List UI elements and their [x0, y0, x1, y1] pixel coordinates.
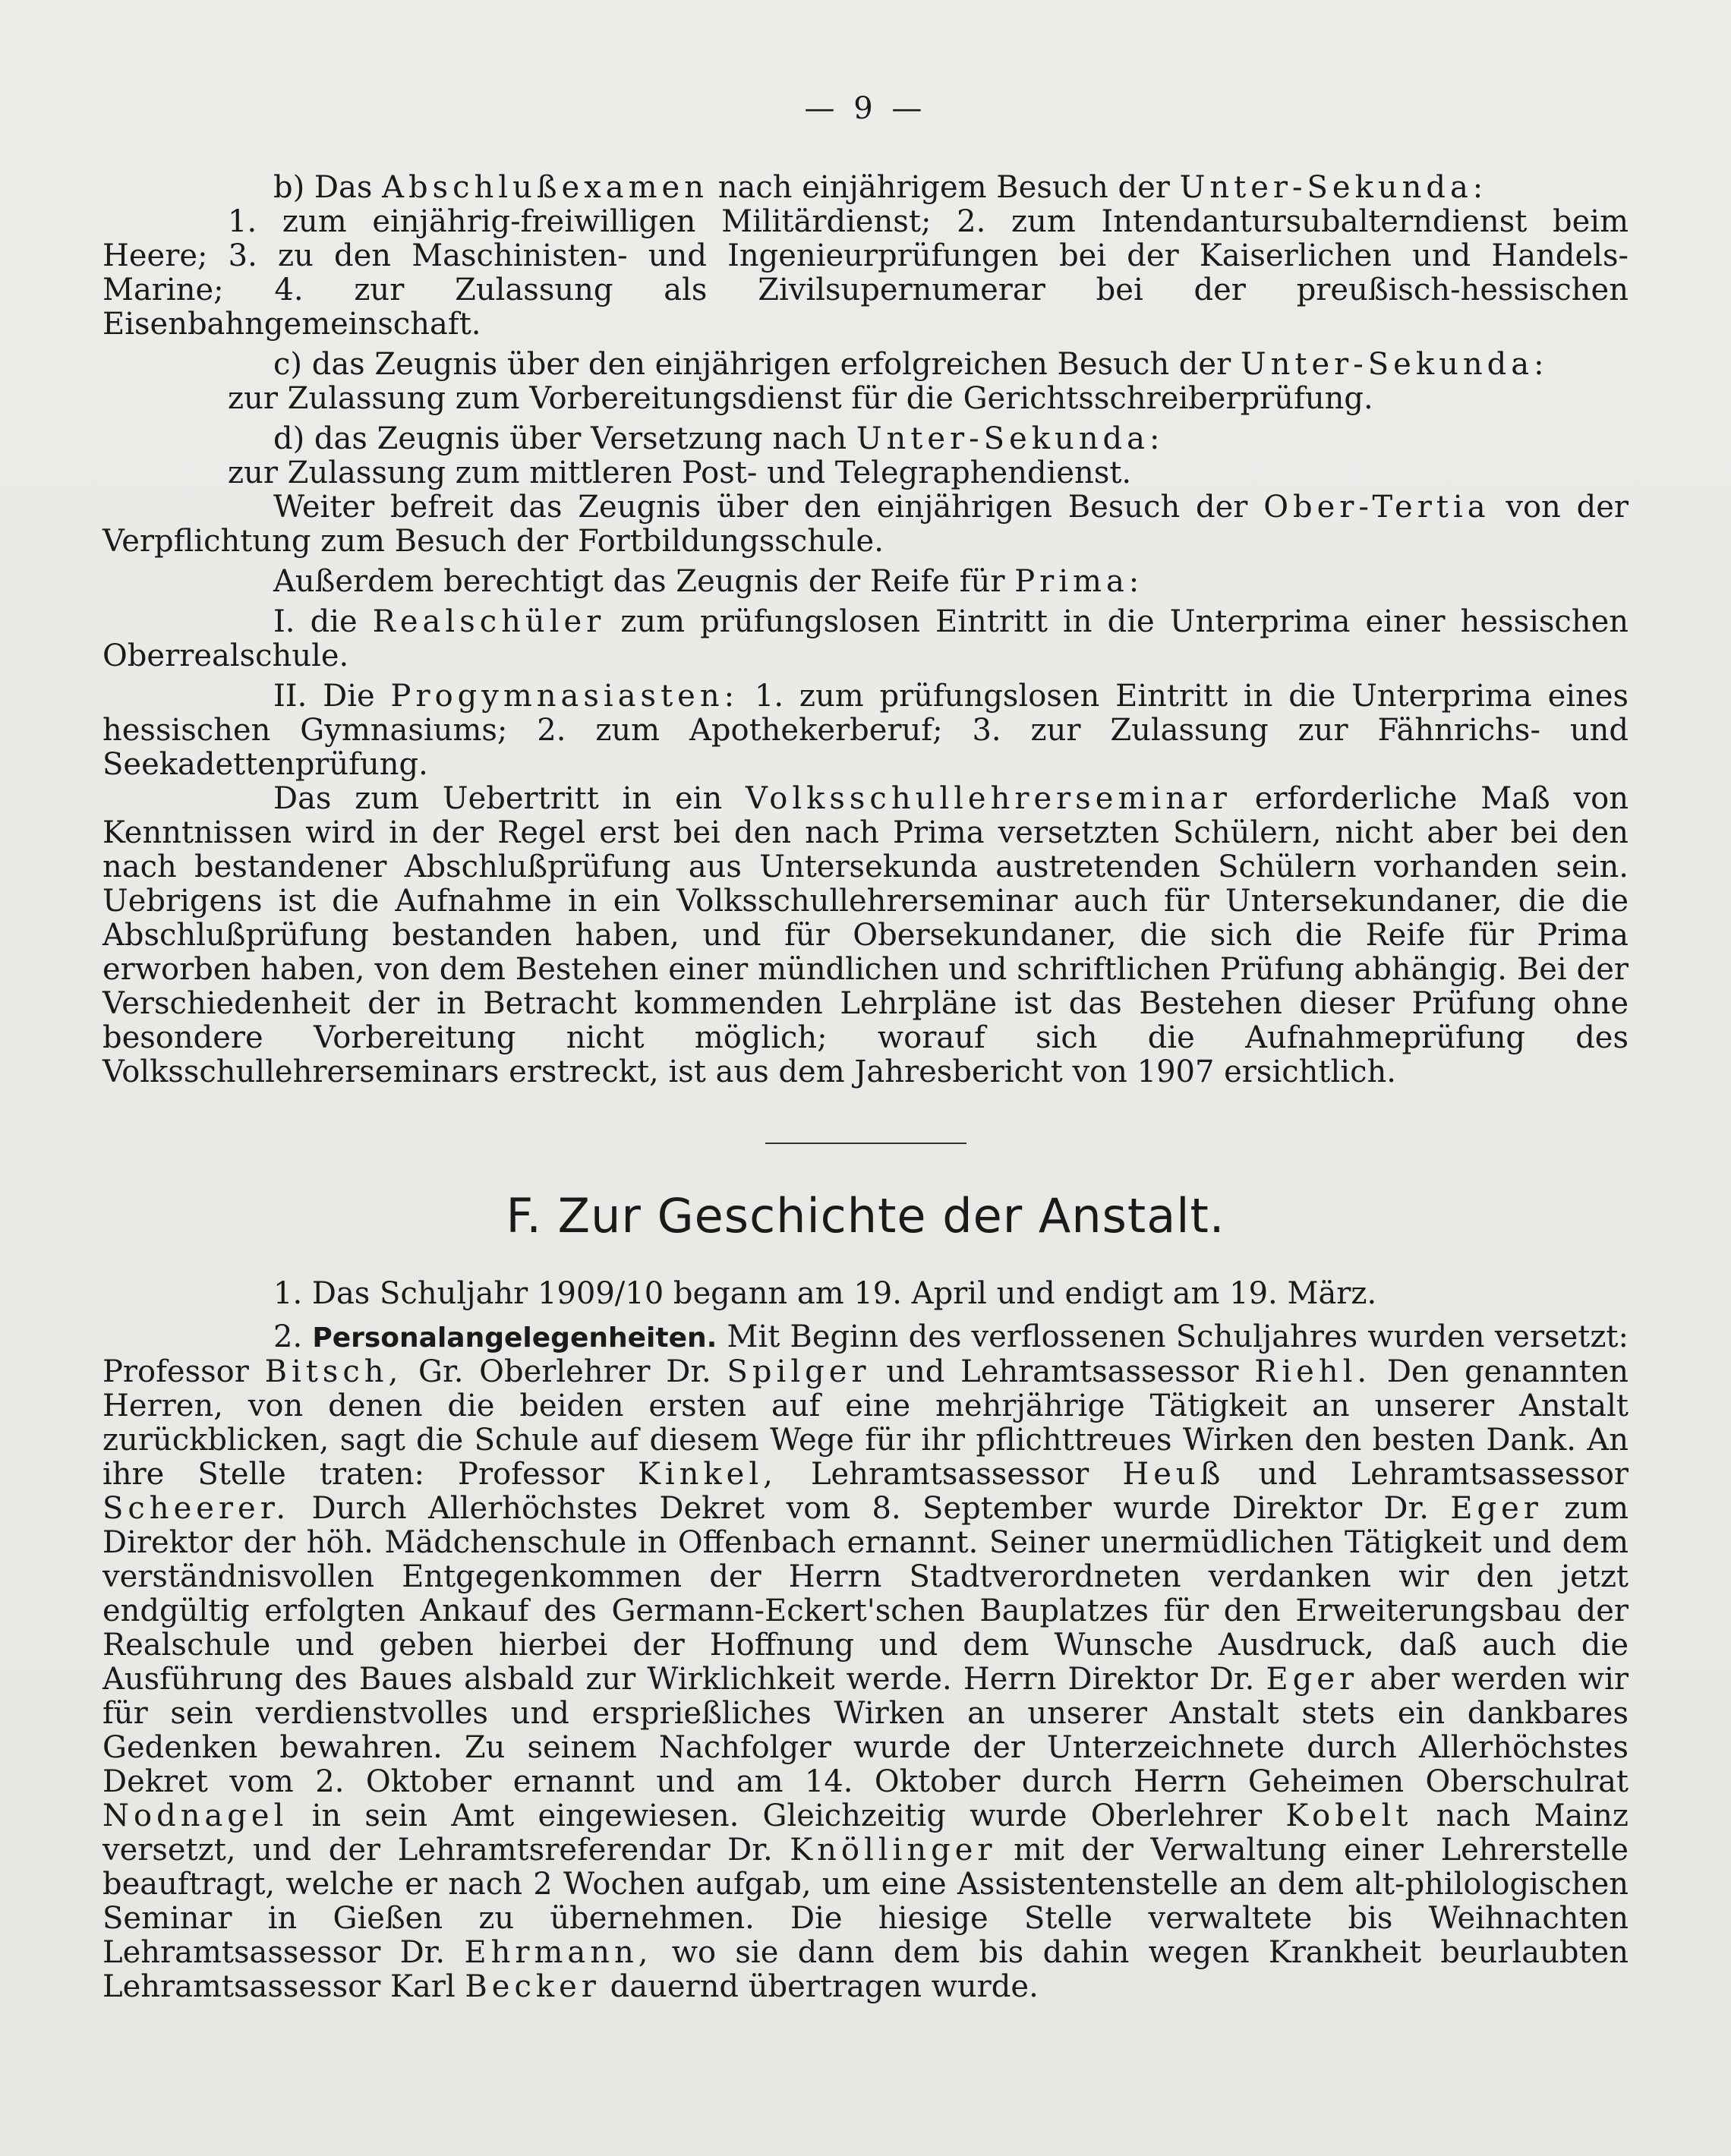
person-name: Kobelt [1285, 1798, 1413, 1833]
text: nach einjährigem Besuch der [717, 170, 1170, 205]
text: mit der Verwaltung einer Lehrerstelle beauftragt, welche er nach 2 Wochen aufgab, um eine Assistentenstelle an dem alt-philologischen Seminar in Gießen zu übernehmen. Die hiesige Stelle verwaltete bis Weihnachten Lehramtsassessor Dr. [102, 1833, 1629, 1970]
text: aber werden wir für sein verdienstvolles und ersprießliches Wirken an unserer Anstalt stets ein dankbares Gedenken bewahren. Zu seinem Nachfolger wurde der Unterzeichnete durch Allerhöchstes Dekret vom 2. Oktober ernannt und am 14. Oktober durch Herrn Geheimen Oberschulrat [102, 1662, 1629, 1799]
text: wo sie dann dem bis dahin wegen Krankheit beurlaubten Lehramtsassessor Karl [102, 1935, 1629, 2004]
text: I. die [273, 604, 358, 639]
text: c) das Zeugnis über den einjährigen erfolgreichen Besuch der [273, 347, 1231, 382]
text: 2. [273, 1319, 303, 1354]
text: in sein Amt eingewiesen. Gleichzeitig wurde Oberlehrer [311, 1798, 1263, 1833]
text: und Lehramtsassessor [886, 1354, 1239, 1389]
page-number: — 9 — [804, 91, 927, 126]
text: 1. zum prüfungslosen Eintritt in die Unterprima eines hessischen Gymnasiums; 2. zum Apothekerberuf; 3. zur Zulassung zur Fähnrichs- und Seekadettenprüfung. [102, 679, 1629, 782]
person-name: Heuß [1122, 1457, 1225, 1492]
text: d) das Zeugnis über Versetzung nach [273, 421, 847, 456]
text: Den genannten Herren, von denen die beiden ersten auf eine mehrjährige Tätigkeit an unserer Anstalt zurückblicken, sagt die Schule auf diesem Wege für ihr pflichttreues Wirken den besten Dank. An ihre Stelle traten: Professor [102, 1354, 1629, 1492]
spaced-term: Ober-Tertia [1263, 490, 1490, 525]
text: Außerdem berechtigt das Zeugnis der Reife für [273, 564, 1005, 599]
person-name: Spilger [727, 1354, 871, 1389]
person-name: Eger [1266, 1662, 1359, 1697]
text: Durch Allerhöchstes Dekret vom 8. September wurde Direktor Dr. [311, 1491, 1429, 1526]
text: zum prüfungslosen Eintritt in die Unterprima einer hessischen Oberrealschule. [102, 604, 1629, 673]
paragraph-c-heading [102, 348, 1629, 382]
spaced-term: Volksschullehrerseminar [746, 781, 1231, 816]
person-name: Eger [1450, 1491, 1543, 1526]
text: von der Verpflichtung zum Besuch der Fortbildungsschule. [102, 490, 1629, 559]
text: nach Mainz versetzt, und der Lehramtsreferendar Dr. [102, 1798, 1629, 1868]
spaced-term: Unter-Sekunda: [1240, 347, 1549, 382]
paragraph-c-text: zur Zulassung zum Vorbereitungsdienst für die Gerichtsschreiberprüfung. [228, 381, 1373, 416]
subsection-title: Personalangelegenheiten. [312, 1322, 717, 1354]
person-name: Bitsch, [264, 1354, 403, 1389]
text: b) Das [273, 170, 373, 205]
text: erforderliche Maß von Kenntnissen wird in der Regel erst bei den nach Prima versetzten Schülern, nicht aber bei den nach bestandener Abschlußprüfung aus Untersekunda austretenden Schülern vorhanden sein. Uebrigens ist die Aufnahme in ein Volksschullehrerseminar auch für Untersekundaner, die die Abschlußprüfung bestanden haben, und für Obersekundaner, die sich die Reife für Prima erworben haben, von dem Bestehen einer mündlichen und schriftlichen Prüfung abhängig. Bei der Verschiedenheit der in Betracht kommenden Lehrpläne ist das Bestehen dieser Prüfung ohne besondere Vorbereitung nicht möglich; worauf sich die Aufnahmeprüfung des Volksschullehrerseminars erstreckt, ist aus dem Jahresbericht von 1907 ersichtlich. [102, 781, 1629, 1089]
paragraph-ausserdem [102, 565, 1629, 599]
person-name: Riehl. [1254, 1354, 1372, 1389]
spaced-term: Unter-Sekunda: [856, 421, 1165, 456]
paragraph-d-text: zur Zulassung zum mittleren Post- und Telegraphendienst. [228, 455, 1132, 490]
paragraph-ii [102, 679, 1629, 782]
paragraph-f1: 1. Das Schuljahr 1909/10 begann am 19. April und endigt am 19. März. [273, 1276, 1377, 1311]
text: Lehramtsassessor [810, 1457, 1089, 1492]
person-name: Kinkel, [637, 1457, 777, 1492]
text: und Lehramtsassessor [1258, 1457, 1629, 1492]
person-name: Becker [465, 1969, 601, 2004]
section-heading: F. Zur Geschichte der Anstalt. [506, 1188, 1225, 1243]
spaced-term: Realschüler [372, 604, 606, 639]
text: II. Die [273, 679, 375, 714]
spaced-term: Unter-Sekunda: [1179, 170, 1488, 205]
paragraph-i [102, 605, 1629, 673]
text: Gr. Oberlehrer Dr. [418, 1354, 711, 1389]
text: Das zum Uebertritt in ein [273, 781, 723, 816]
text: zum Direktor der höh. Mädchenschule in Offenbach ernannt. Seiner unermüdlichen Tätigkeit und dem verständnisvollen Entgegenkommen der Herrn Stadtverordneten verdanken wir den jetzt endgültig erfolgten Ankauf des Germann-Eckert'schen Bauplatzes für den Erweiterungsbau der Realschule und geben hierbei der Hoffnung und dem Wunsche Ausdruck, daß auch die Ausführung des Baues alsbald zur Wirklichkeit werde. Herrn Direktor Dr. [102, 1491, 1629, 1697]
person-name: Ehrmann, [464, 1935, 653, 1970]
text: dauernd übertragen wurde. [610, 1969, 1039, 2004]
paragraph-d-heading [102, 422, 1629, 456]
paragraph-b-heading [102, 171, 1629, 205]
text: Weiter befreit das Zeugnis über den einjährigen Besuch der [273, 490, 1248, 525]
paragraph-b-text: 1. zum einjährig-freiwilligen Militärdienst; 2. zum Intendantursubalterndienst beim Heere; 3. zu den Maschinisten- und Ingenieurprüfungen bei der Kaiserlichen und Handels-Marine; 4. zur Zulassung als Zivilsupernumerar bei der preußisch-hessischen Eisenbahngemeinschaft. [102, 204, 1629, 342]
spaced-term: Abschlußexamen [382, 170, 708, 205]
paragraph-volksschul [102, 782, 1629, 1089]
spaced-term: Prima: [1014, 564, 1144, 599]
person-name: Knöllinger [790, 1833, 997, 1868]
section-divider [765, 1143, 966, 1144]
paragraph-f2 [102, 1320, 1629, 2004]
person-name: Nodnagel [102, 1798, 288, 1833]
spaced-term: Progymnasiasten: [390, 679, 739, 714]
text: Mit Beginn des verflossenen Schuljahres wurden versetzt: Professor [102, 1319, 1629, 1389]
person-name: Scheerer. [102, 1491, 291, 1526]
page-body [102, 171, 1629, 2004]
paragraph-weiter [102, 490, 1629, 559]
